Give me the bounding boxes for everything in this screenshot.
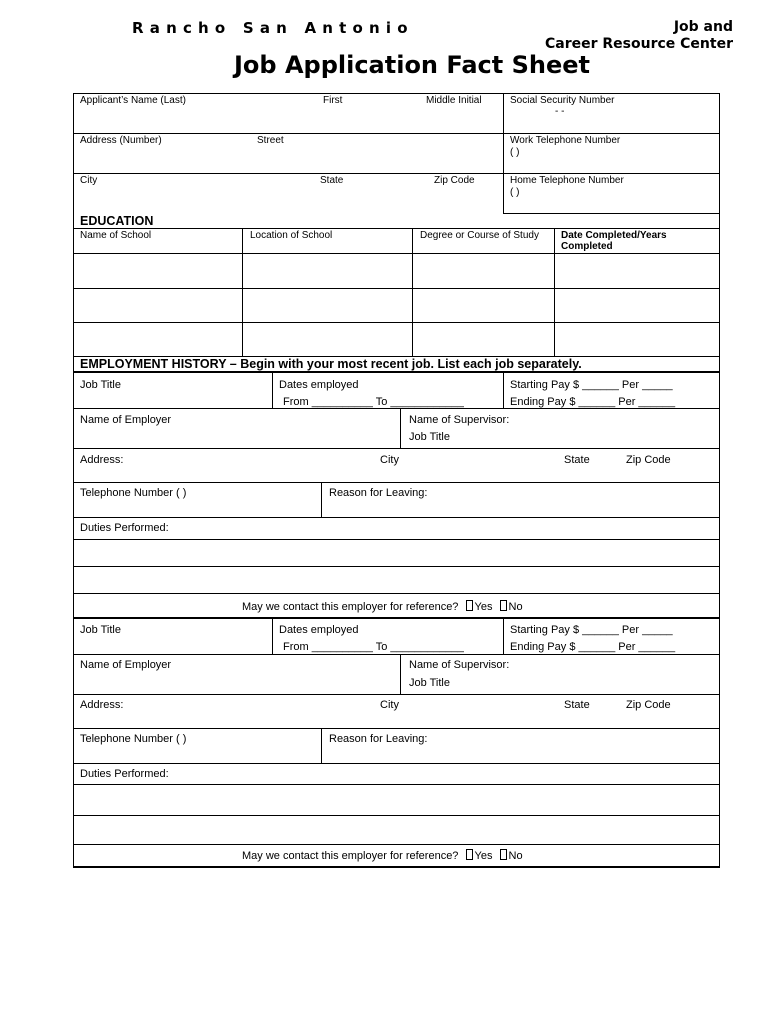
job2-address-label: Address: <box>80 699 124 711</box>
middle-initial-label: Middle Initial <box>426 95 482 106</box>
job1-duties-label: Duties Performed: <box>80 522 169 534</box>
job1-telephone-label: Telephone Number ( ) <box>80 487 187 499</box>
job1-employer-label: Name of Employer <box>80 414 172 426</box>
job2-contact-question-text: May we contact this employer for reference? <box>242 850 459 862</box>
applicant-name-field[interactable] <box>74 107 502 132</box>
job2-yes-label: Yes <box>474 850 493 862</box>
city-label: City <box>80 175 98 186</box>
organization-name: Rancho San Antonio <box>132 19 414 37</box>
street-label: Street <box>257 135 284 146</box>
job2-zip-label: Zip Code <box>626 699 671 711</box>
col-date-completed: Date Completed/Years <box>561 230 667 241</box>
work-phone-label: Work Telephone Number <box>510 135 621 146</box>
job1-title-label: Job Title <box>80 379 121 391</box>
job2-dates-label: Dates employed <box>279 624 359 636</box>
address-number-label: Address (Number) <box>80 135 162 146</box>
job1-starting-pay: Starting Pay $ ______ Per _____ <box>510 379 673 391</box>
col-degree: Degree or Course of Study <box>420 230 539 241</box>
job2-city-label: City <box>380 699 399 711</box>
job2-ending-pay: Ending Pay $ ______ Per ______ <box>510 641 676 653</box>
job1-supervisor-label: Name of Supervisor: <box>409 414 510 426</box>
job2-starting-pay: Starting Pay $ ______ Per _____ <box>510 624 673 636</box>
job2-sup-title-label: Job Title <box>409 677 450 689</box>
job2-state-label: State <box>564 699 590 711</box>
job2-no-checkbox[interactable] <box>500 849 507 860</box>
job1-reason-label: Reason for Leaving: <box>329 487 428 499</box>
job1-contact-question-text: May we contact this employer for reference? <box>242 601 459 613</box>
col-location-of-school: Location of School <box>250 230 333 241</box>
ssn-field[interactable] <box>504 117 718 132</box>
zip-label: Zip Code <box>434 175 475 186</box>
ssn-label: Social Security Number <box>510 95 615 106</box>
job2-yes-checkbox[interactable] <box>466 849 473 860</box>
education-row[interactable] <box>74 289 719 321</box>
last-name-label: Applicant’s Name (Last) <box>80 95 186 106</box>
job2-reason-label: Reason for Leaving: <box>329 733 428 745</box>
job2-no-label: No <box>508 850 523 862</box>
job2-contact-question <box>242 849 523 863</box>
job1-no-label: No <box>508 601 523 613</box>
page-title: Job Application Fact Sheet <box>233 51 591 79</box>
job1-no-checkbox[interactable] <box>500 600 507 611</box>
job2-duties-label: Duties Performed: <box>80 768 169 780</box>
job2-from-to: From __________ To ____________ <box>283 641 464 653</box>
job1-from-to: From __________ To ____________ <box>283 396 464 408</box>
employment-heading: EMPLOYMENT HISTORY – Begin with your most recent job. List each job separately. <box>80 357 582 371</box>
job2-duties-line[interactable] <box>74 785 719 814</box>
job1-duties-line[interactable] <box>74 540 719 565</box>
center-name <box>545 19 733 53</box>
job1-ending-pay: Ending Pay $ ______ Per ______ <box>510 396 676 408</box>
job1-dates-label: Dates employed <box>279 379 359 391</box>
job1-sup-title-label: Job Title <box>409 431 450 443</box>
job2-duties-line[interactable] <box>74 816 719 843</box>
first-name-label: First <box>323 95 343 106</box>
home-phone-label: Home Telephone Number <box>510 175 624 186</box>
job1-yes-label: Yes <box>474 601 493 613</box>
job1-city-label: City <box>380 454 399 466</box>
job1-address-label: Address: <box>80 454 124 466</box>
job1-zip-label: Zip Code <box>626 454 671 466</box>
job1-yes-checkbox[interactable] <box>466 600 473 611</box>
education-row[interactable] <box>74 323 719 355</box>
application-form <box>73 93 720 868</box>
job2-title-label: Job Title <box>80 624 121 636</box>
job2-employer-label: Name of Employer <box>80 659 172 671</box>
city-state-zip-field[interactable] <box>74 187 502 212</box>
work-phone-field[interactable] <box>504 147 718 172</box>
home-phone-field[interactable] <box>504 187 718 212</box>
center-name-line1: Job and <box>673 19 733 35</box>
work-phone-parens: ( ) <box>510 147 520 158</box>
job2-telephone-label: Telephone Number ( ) <box>80 733 187 745</box>
job2-supervisor-label: Name of Supervisor: <box>409 659 510 671</box>
job1-contact-question <box>242 600 523 614</box>
education-row[interactable] <box>74 254 719 287</box>
education-heading: EDUCATION <box>80 214 154 228</box>
job1-state-label: State <box>564 454 590 466</box>
center-name-line2: Career Resource Center <box>545 36 733 52</box>
address-field[interactable] <box>74 147 502 172</box>
col-name-of-school: Name of School <box>80 230 152 241</box>
col-date-completed-2: Completed <box>561 241 613 252</box>
ssn-dashes: - - <box>555 106 565 117</box>
state-label: State <box>320 175 344 186</box>
job1-duties-line[interactable] <box>74 567 719 592</box>
home-phone-parens: ( ) <box>510 187 520 198</box>
